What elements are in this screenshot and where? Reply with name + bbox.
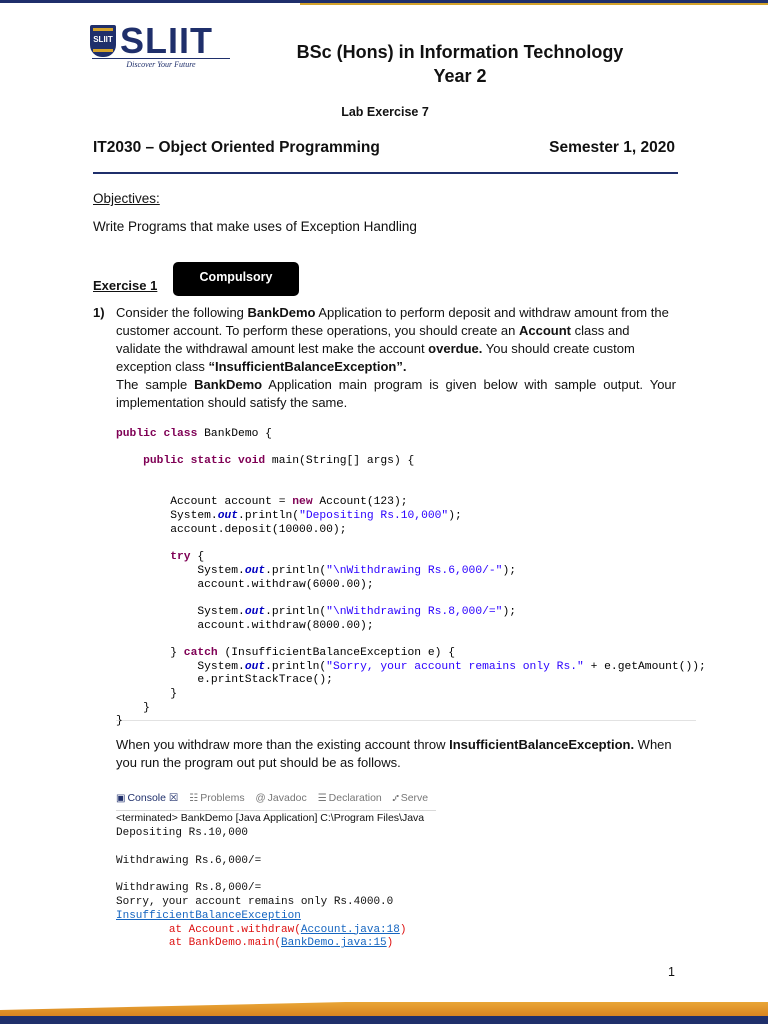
console-line: Withdrawing Rs.6,000/= [116,854,262,867]
objectives-heading: Objectives: [93,191,160,206]
code-line: e.printStackTrace(); [116,674,333,687]
top-stripe-gold [300,3,768,5]
question-number: 1) [93,305,105,320]
exercise-label: Exercise 1 [93,278,158,293]
code-line: System.out.println("\nWithdrawing Rs.6,000/-"); [116,564,516,577]
bottom-stripe [0,996,768,1024]
servers-icon: ⑇ [392,793,399,804]
course-title: IT2030 – Object Oriented Programming [93,139,380,156]
logo-wordmark: SLIIT [120,20,213,61]
semester-label: Semester 1, 2020 [549,139,675,156]
code-line: account.withdraw(8000.00); [116,619,374,632]
code-line: public static void main(String[] args) { [143,455,415,468]
shield-text: SLIIT [93,35,113,44]
tab-javadoc[interactable]: @ Javadoc [255,792,307,804]
console-status: <terminated> BankDemo [Java Application] C:\Program Files\Java [116,812,425,824]
code-line: System.out.println("Sorry, your account remains only Rs." + e.getAmount()); [116,660,706,673]
exception-link[interactable]: InsufficientBalanceException [116,909,301,922]
code-line: } [116,715,123,728]
tab-servers[interactable]: ⑇ Serve [392,792,429,804]
tab-problems[interactable]: ☷ Problems [189,792,245,804]
code-line: } [116,701,150,714]
page-number: 1 [668,965,675,979]
code-line: } catch (InsufficientBalanceException e) { [116,647,455,659]
bottom-stripe-gold [0,996,768,1016]
account-java-link[interactable]: Account.java:18 [300,923,400,936]
top-stripe [0,0,768,5]
console-line: Withdrawing Rs.8,000/= [116,882,262,895]
lab-title: Lab Exercise 7 [341,105,429,119]
header-divider [93,172,678,174]
console-icon: ▣ [116,793,126,804]
code-line: account.deposit(10000.00); [116,523,347,536]
console-line: Depositing Rs.10,000 [116,827,249,839]
year-title: Year 2 [433,66,487,86]
bottom-stripe-navy [0,1016,768,1024]
shield-icon [90,25,116,57]
question-paragraph-3: When you withdraw more than the existing account throw InsufficientBalanceException. When you run the program out put should be as follows. [116,737,672,770]
code-line: Account account = new Account(123); [116,496,408,509]
code-line: try { [170,551,205,564]
code-line: account.withdraw(6000.00); [116,578,374,591]
code-line: } [116,688,178,701]
stack-trace-line: at BankDemo.main(BankDemo.java:15) [116,937,394,950]
code-line: System.out.println("\nWithdrawing Rs.8,000/="); [116,605,516,618]
code-block [116,428,706,728]
console-line: Sorry, your account remains only Rs.4000.0 [116,895,394,908]
sliit-logo [90,20,230,70]
tab-declaration[interactable]: ☰ Declaration [317,792,382,804]
question-paragraph-1: Consider the following BankDemo Application to perform deposit and withdraw amount from the customer account. To perform these operations, you should create an Account class and validate the withdrawal amount lest make the account overdue. You should create custom exception class “InsufficientBalanceException”. [116,305,669,374]
degree-title: BSc (Hons) in Information Technology [296,42,624,62]
javadoc-icon: @ [255,793,266,804]
tab-console[interactable]: ▣ Console ☒ [116,792,179,804]
compulsory-badge: Compulsory [173,262,299,296]
declaration-icon: ☰ [317,793,327,804]
console-output [116,827,436,951]
code-line: public class BankDemo { [116,428,272,440]
console-tab-bar [116,792,436,811]
question-paragraph-2: The sample BankDemo Application main program is given below with sample output. Your implementation should satisfy the same. [116,377,676,410]
bankdemo-java-link[interactable]: BankDemo.java:15 [281,937,387,950]
close-tab-icon[interactable]: ☒ [168,792,179,804]
objective-text: Write Programs that make uses of Exception Handling [93,219,417,234]
problems-icon: ☷ [189,793,199,804]
console-panel [116,792,436,962]
stack-trace-line: at Account.withdraw(Account.java:18) [116,923,407,936]
logo-tagline: Discover Your Future [92,58,230,71]
code-line: System.out.println("Depositing Rs.10,000"); [116,510,462,523]
